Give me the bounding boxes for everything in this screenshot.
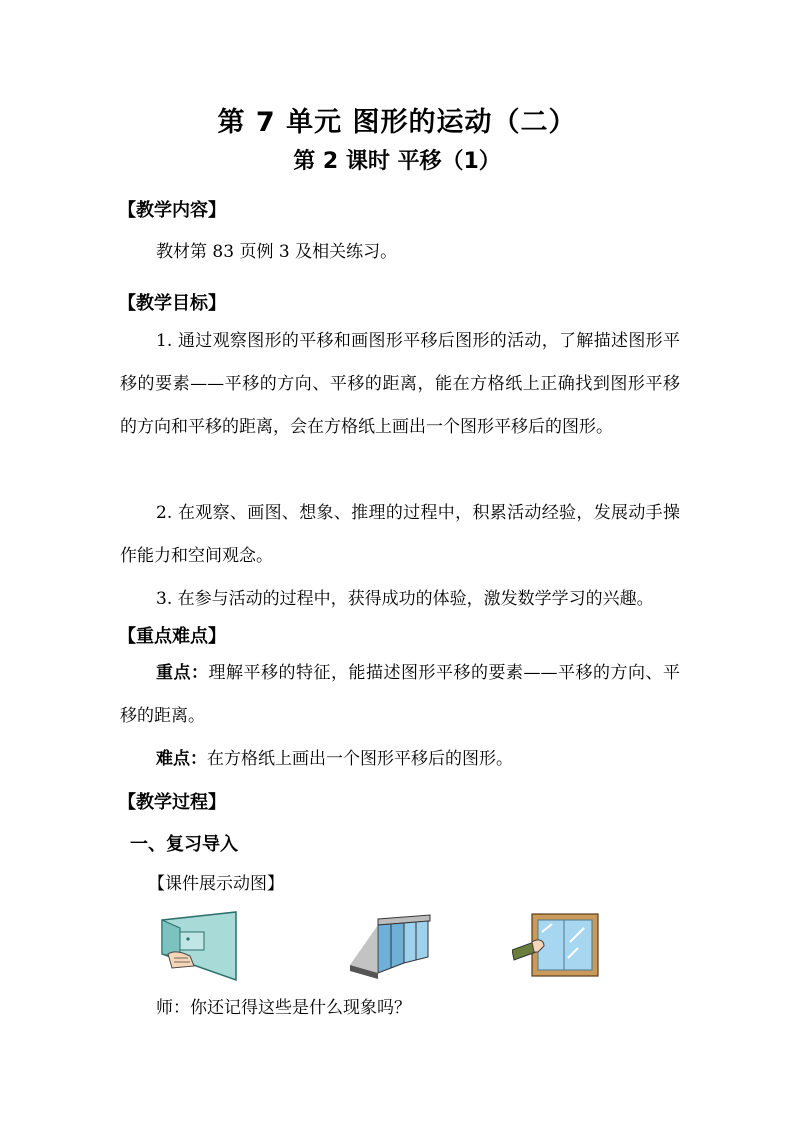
key-text: 理解平移的特征，能描述图形平移的要素——平移的方向、平移的距离。: [120, 663, 680, 726]
lesson-subtitle: 第 2 课时 平移（1）: [293, 149, 501, 174]
key-points-heading: 【重点难点】: [118, 626, 226, 647]
teacher-question: 师：你还记得这些是什么现象吗？: [156, 998, 411, 1018]
content-text: 教材第 83 页例 3 及相关练习。: [156, 242, 398, 262]
key-label: 重点：: [156, 663, 209, 683]
drawer-illustration: [160, 910, 240, 982]
goal-3: 3. 在参与活动的过程中，获得成功的体验，激发数学学习的兴趣。: [156, 589, 654, 609]
difficult-label: 难点：: [156, 749, 207, 769]
sliding-window-illustration: [512, 912, 600, 978]
difficult-text: 在方格纸上画出一个图形平移后的图形。: [207, 749, 513, 769]
difficult-point-paragraph: [120, 738, 680, 781]
key-point-paragraph: [120, 652, 680, 738]
goal-1: 1. 通过观察图形的平移和画图形平移后图形的活动，了解描述图形平移的要素——平移的方向、平移的距离，能在方格纸上正确找到图形平移的方向和平移的距离，会在方格纸上画出一个图形平移后的图形。: [120, 331, 680, 437]
unit-title: 第 7 单元 图形的运动（二）: [217, 107, 577, 138]
sliding-door-illustration: [348, 913, 432, 979]
process-heading: 【教学过程】: [118, 792, 226, 813]
courseware-label: 【课件展示动图】: [148, 874, 284, 894]
review-heading: 一、复习导入: [130, 834, 238, 855]
goal-2: 2. 在观察、画图、想象、推理的过程中，积累活动经验，发展动手操作能力和空间观念。: [120, 503, 680, 566]
content-heading: 【教学内容】: [118, 200, 226, 221]
goals-heading: 【教学目标】: [118, 293, 226, 314]
